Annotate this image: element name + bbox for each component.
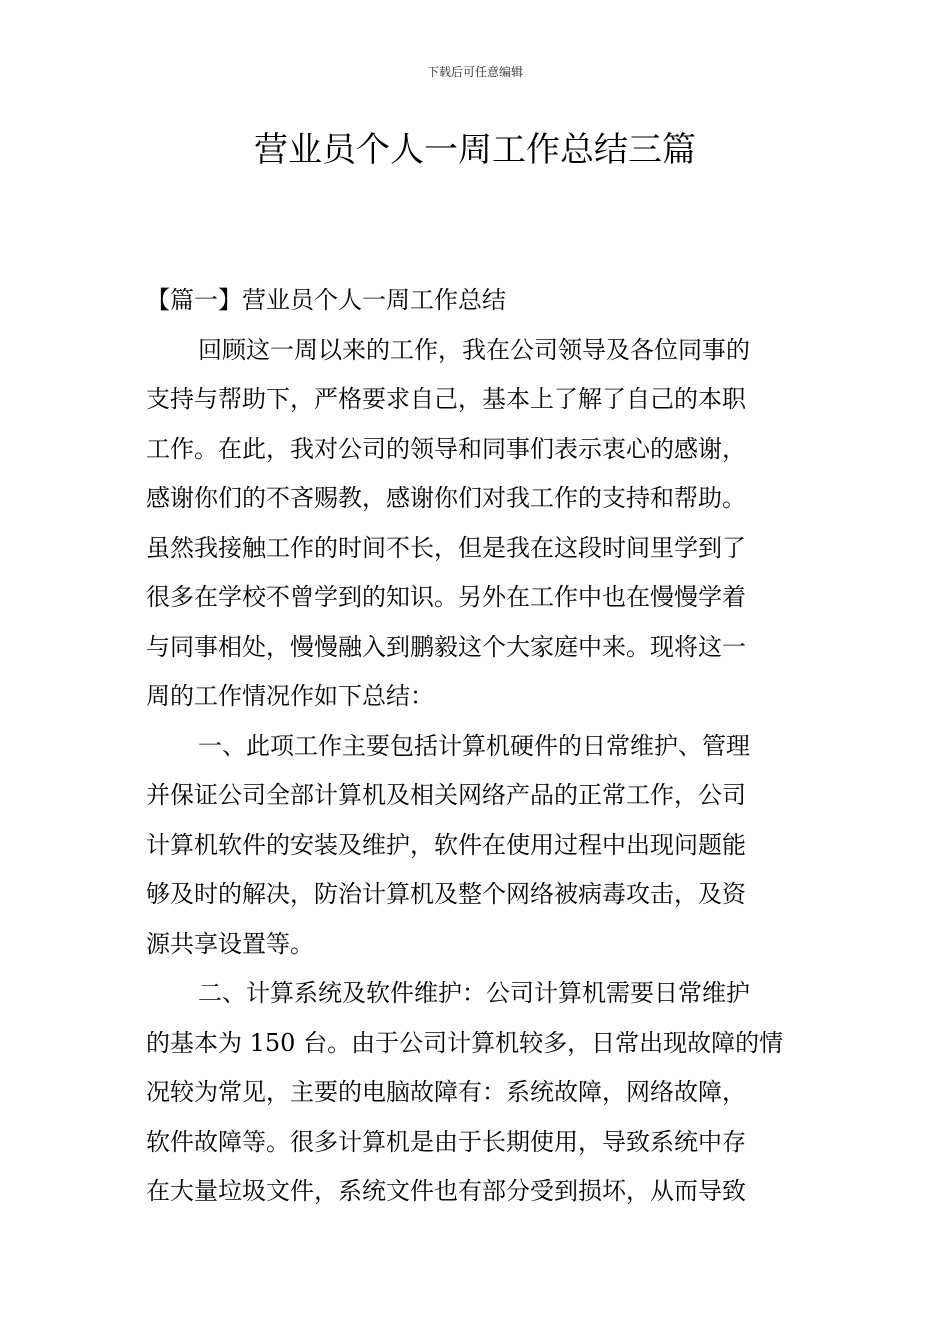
document-body xyxy=(146,276,808,1217)
paragraph-line: 回顾这一周以来的工作，我在公司领导及各位同事的 xyxy=(198,335,750,364)
paragraph-line: 工作。在此，我对公司的领导和同事们表示衷心的感谢， xyxy=(146,434,746,463)
paragraph-line: 计算机软件的安装及维护，软件在使用过程中出现问题能 xyxy=(146,830,746,859)
paragraph-line: 周的工作情况作如下总结： xyxy=(146,682,434,710)
paragraph-line: 一、此项工作主要包括计算机硬件的日常维护、管理 xyxy=(198,731,750,760)
paragraph-1 xyxy=(146,326,808,722)
paragraph-line: 够及时的解决，防治计算机及整个网络被病毒攻击，及资 xyxy=(146,880,746,908)
paragraph-line: 并保证公司全部计算机及相关网络产品的正常工作，公司 xyxy=(146,781,746,809)
paragraph-line: 的基本为 150 台。由于公司计算机较多，日常出现故障的情 xyxy=(146,1028,784,1057)
paragraph-line: 感谢你们的不吝赐教，感谢你们对我工作的支持和帮助。 xyxy=(146,484,746,512)
paragraph-line: 二、计算系统及软件维护：公司计算机需要日常维护 xyxy=(198,979,750,1007)
paragraph-3 xyxy=(146,969,808,1217)
paragraph-2 xyxy=(146,722,808,970)
paragraph-line: 源共享设置等。 xyxy=(146,929,314,958)
paragraph-line: 在大量垃圾文件，系统文件也有部分受到损坏，从而导致 xyxy=(146,1177,746,1205)
paragraph-line: 虽然我接触工作的时间不长，但是我在这段时间里学到了 xyxy=(146,533,746,562)
paragraph-line: 况较为常见，主要的电脑故障有：系统故障，网络故障， xyxy=(146,1078,746,1106)
paragraph-line: 与同事相处，慢慢融入到鹏毅这个大家庭中来。现将这一 xyxy=(146,632,746,661)
paragraph-line: 支持与帮助下，严格要求自己，基本上了解了自己的本职 xyxy=(146,385,746,413)
paragraph-line: 软件故障等。很多计算机是由于长期使用，导致系统中存 xyxy=(146,1127,746,1156)
header-note: 下载后可任意编辑 xyxy=(426,65,523,79)
paragraph-line: 很多在学校不曾学到的知识。另外在工作中也在慢慢学着 xyxy=(146,583,746,611)
document-title: 营业员个人一周工作总结三篇 xyxy=(254,130,696,170)
section-heading: 【篇一】营业员个人一周工作总结 xyxy=(146,286,506,314)
